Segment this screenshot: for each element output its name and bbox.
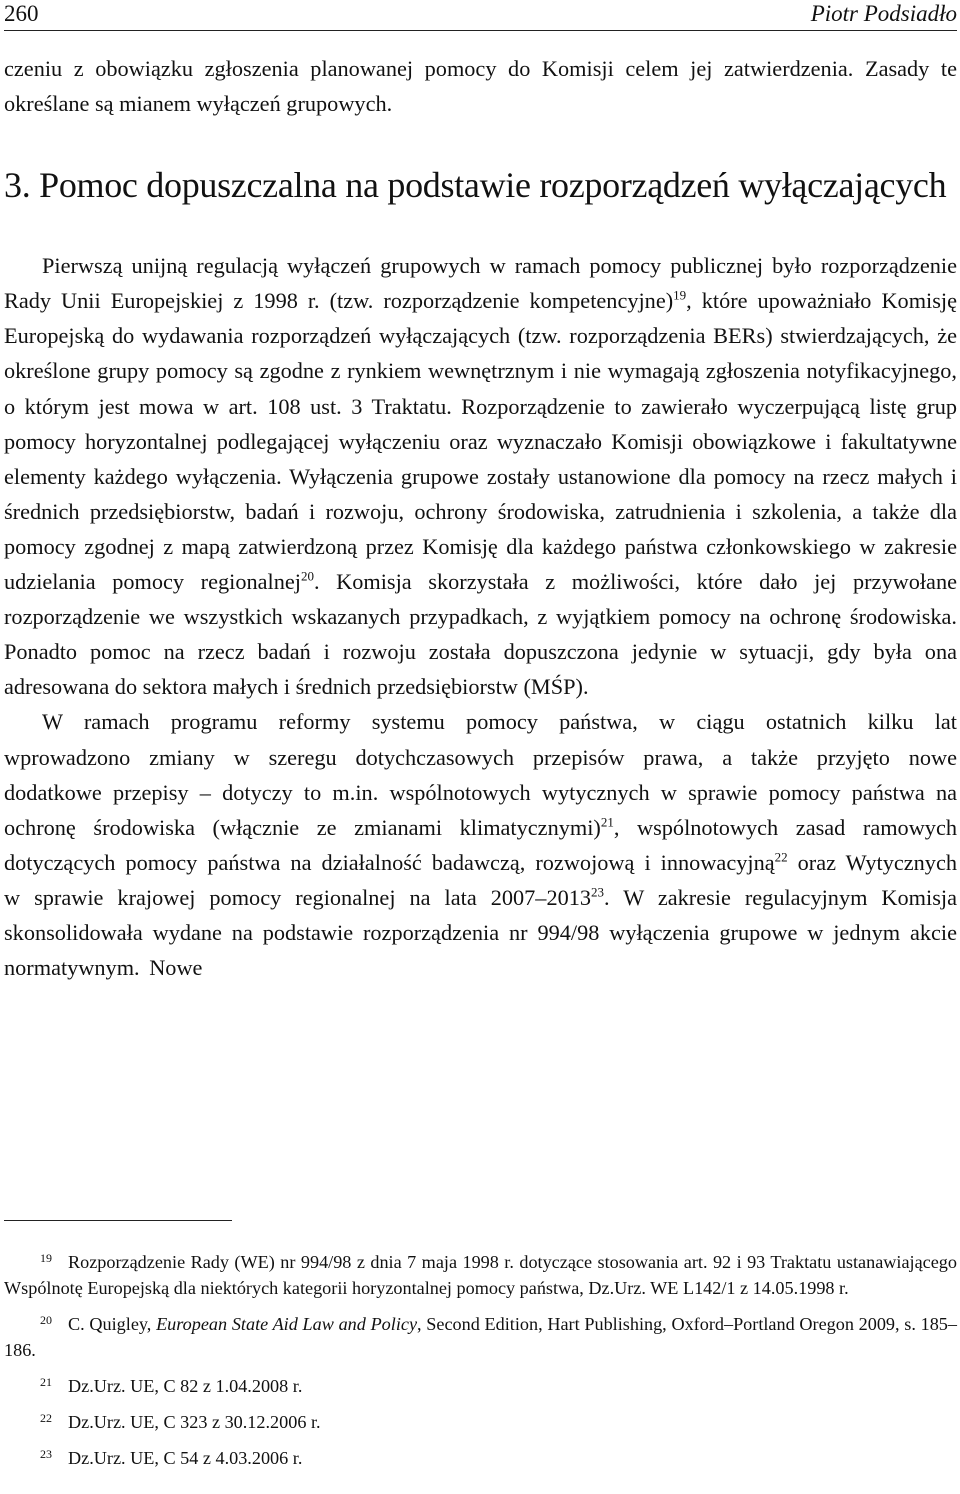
paragraph-text: W ramach programu reformy systemu pomocy państwa, w ciągu ostatnich kilku lat wprowadzono zmiany w szeregu dotychczasowych przepisów prawa, a także przyjęto nowe dodatkowe przepisy – dotyczy to m.in. wspólnotowych wytycznych w sprawie pomocy państwa na ochronę środowiska (włącznie ze zmianami klimatycznymi) — [4, 709, 957, 840]
paragraph-text: . Komisja skorzystała z możliwości, które dało jej przywołane rozporządzenie we wszystkich wskazanych przypadkach, z wyjątkiem pomocy na ochronę środowiska. Ponadto pomoc na rzecz badań i rozwoju została dopuszczona jedynie w sytuacji, gdy była ona adresowana do sektora małych i średnich przedsiębiorstw (MŚP). — [4, 569, 957, 700]
footnotes — [4, 1245, 957, 1477]
page-header — [4, 0, 957, 31]
footnote-number: 23 — [40, 1447, 52, 1461]
paragraph-text: Pierwszą unijną regulacją wyłączeń grupowych w ramach pomocy publicznej było rozporządzenie Rady Unii Europejskiej z 1998 r. (tzw. rozporządzenie kompetencyjne) — [4, 253, 957, 314]
footnote-book-title: European State Aid Law and Policy — [156, 1314, 418, 1334]
footnote-number: 19 — [40, 1251, 52, 1265]
section-heading: 3. Pomoc dopuszczalna na podstawie rozporządzeń wyłączających — [4, 165, 947, 206]
page-number: 260 — [4, 1, 39, 26]
document-page — [4, 0, 957, 1494]
footnote-reference[interactable]: 23 — [591, 884, 605, 900]
footnote-separator — [4, 1220, 232, 1221]
footnote-reference[interactable]: 21 — [600, 814, 614, 830]
footnote — [4, 1245, 957, 1301]
footnote-reference[interactable]: 19 — [673, 287, 687, 303]
footnote-reference[interactable]: 20 — [300, 568, 314, 584]
footnote-text: Dz.Urz. UE, C 54 z 4.03.2006 r. — [68, 1448, 303, 1468]
paragraph — [4, 248, 957, 704]
paragraph-text: , wspólnotowych zasad ramowych dotyczących pomocy państwa na działalność badawczą, rozwojową i innowacyjną — [4, 814, 957, 875]
paragraph-text: oraz Wytycznych w sprawie krajowej pomocy regionalnej na lata 2007–2013 — [4, 849, 957, 910]
footnote-reference[interactable]: 22 — [774, 849, 788, 865]
paragraph-text: , które upoważniało Komisję Europejską do wydawania rozporządzeń wyłączających (tzw. rozporządzenia BERs) stwierdzających, że określone grupy pomocy są zgodne z rynkiem wewnętrznym i nie wymagają zgłoszenia notyfikacyjnego, o którym jest mowa w art. 108 ust. 3 Traktatu. Rozporządzenie to zawierało wyczerpującą listę grup pomocy horyzontalnej podlegającej wyłączeniu oraz wyznaczało Komisji obowiązkowe i fakultatywne elementy każdego wyłączenia. Wyłączenia grupowe zostały ustanowione dla pomocy na rzecz małych i średnich przedsiębiorstw, badań i rozwoju, ochrony środowiska, zatrudnienia i szkolenia, a także dla pomocy zgodnej z mapą zatwierdzoną przez Komisję dla każdego państwa członkowskiego w zakresie udzielania pomocy regionalnej — [4, 288, 958, 595]
footnote-number: 21 — [40, 1375, 52, 1389]
footnote — [4, 1405, 957, 1435]
footnote-number: 20 — [40, 1313, 52, 1327]
footnote — [4, 1307, 957, 1363]
paragraph — [4, 704, 957, 985]
intro-paragraph: czeniu z obowiązku zgłoszenia planowanej pomocy do Komisji celem jej zatwierdzenia. Zasady te określane są mianem wyłączeń grupowych. — [4, 56, 957, 117]
running-head-author: Piotr Podsiadło — [810, 1, 957, 26]
paragraph-text: . W zakresie regulacyjnym Komisja skonsolidowała wydane na podstawie rozporządzenia nr 994/98 wyłączenia grupowe w jednym akcie normatywnym. Nowe — [4, 884, 957, 981]
footnote-text: Dz.Urz. UE, C 82 z 1.04.2008 r. — [68, 1376, 303, 1396]
footnote-number: 22 — [40, 1411, 52, 1425]
footnote-text: C. Quigley, — [68, 1314, 157, 1334]
footnote — [4, 1441, 957, 1471]
footnote-text: Rozporządzenie Rady (WE) nr 994/98 z dnia 7 maja 1998 r. dotyczące stosowania art. 92 i 93 Traktatu ustanawiającego Wspólnotę Europejską dla niektórych kategorii horyzontalnej pomocy państwa, Dz.Urz. WE L142/1 z 14.05.1998 r. — [4, 1252, 957, 1298]
main-text — [4, 51, 957, 985]
footnote — [4, 1369, 957, 1399]
footnote-text: Dz.Urz. UE, C 323 z 30.12.2006 r. — [68, 1412, 321, 1432]
footnote-text: , Second Edition, Hart Publishing, Oxford–Portland Oregon 2009, s. 185–186. — [4, 1314, 957, 1360]
